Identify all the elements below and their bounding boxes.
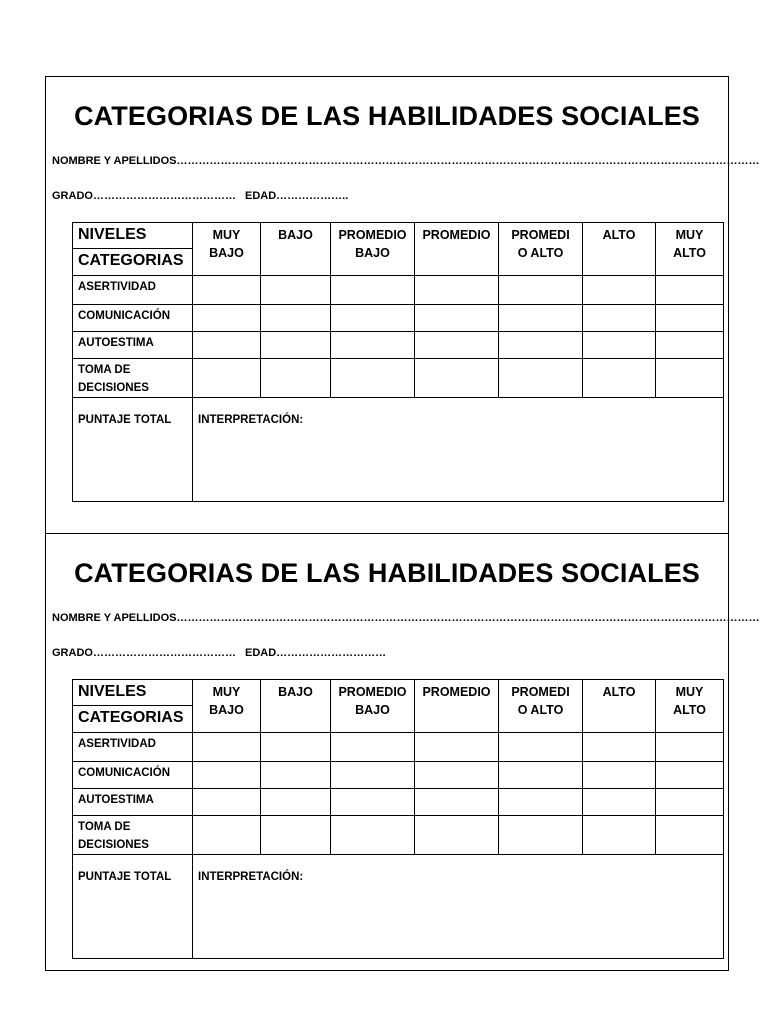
score-cell[interactable] [331, 789, 415, 816]
grade-field[interactable]: GRADO………………………………… [52, 647, 236, 659]
score-cell[interactable] [261, 359, 331, 398]
table-row [73, 762, 724, 789]
score-cell[interactable] [193, 733, 261, 762]
score-cell[interactable] [415, 733, 499, 762]
score-cell[interactable] [656, 305, 724, 332]
table-row [73, 789, 724, 816]
score-cell[interactable] [656, 733, 724, 762]
score-cell[interactable] [193, 762, 261, 789]
niveles-categorias-cell [73, 680, 193, 733]
grade-age-line [52, 190, 348, 202]
score-cell[interactable] [331, 816, 415, 855]
interpretation-label: INTERPRETACIÓN: [198, 414, 304, 426]
score-cell[interactable] [193, 332, 261, 359]
table-row [73, 305, 724, 332]
score-cell[interactable] [583, 789, 656, 816]
level-header-promedio: PROMEDIO [415, 223, 499, 276]
score-cell[interactable] [193, 359, 261, 398]
score-cell[interactable] [656, 789, 724, 816]
level-header-alto: ALTO [583, 223, 656, 276]
grade-field[interactable]: GRADO………………………………… [52, 190, 236, 202]
row-label-autoestima: AUTOESTIMA [73, 332, 193, 359]
score-cell[interactable] [583, 359, 656, 398]
grade-age-line [52, 647, 386, 659]
level-header-muy-bajo: MUY BAJO [193, 680, 261, 733]
total-row [73, 855, 724, 959]
level-header-muy-alto: MUY ALTO [656, 680, 724, 733]
row-label-comunicacion: COMUNICACIÓN [73, 305, 193, 332]
score-cell[interactable] [583, 305, 656, 332]
score-cell[interactable] [656, 276, 724, 305]
level-header-muy-bajo: MUY BAJO [193, 223, 261, 276]
score-cell[interactable] [499, 816, 583, 855]
niveles-label: NIVELES [73, 223, 192, 249]
score-cell[interactable] [193, 276, 261, 305]
level-header-promedio-bajo: PROMEDIO BAJO [331, 680, 415, 733]
score-cell[interactable] [583, 276, 656, 305]
score-cell[interactable] [415, 789, 499, 816]
form-1 [46, 77, 760, 534]
score-cell[interactable] [583, 762, 656, 789]
level-header-promedio: PROMEDIO [415, 680, 499, 733]
score-cell[interactable] [193, 789, 261, 816]
score-cell[interactable] [415, 305, 499, 332]
skills-table [72, 222, 724, 502]
score-cell[interactable] [261, 816, 331, 855]
row-label-autoestima: AUTOESTIMA [73, 789, 193, 816]
score-cell[interactable] [331, 305, 415, 332]
score-cell[interactable] [656, 762, 724, 789]
table-row [73, 816, 724, 855]
score-cell[interactable] [261, 276, 331, 305]
header-row [73, 223, 724, 276]
score-cell[interactable] [415, 816, 499, 855]
score-cell[interactable] [261, 762, 331, 789]
level-header-muy-alto: MUY ALTO [656, 223, 724, 276]
categorias-label: CATEGORIAS [78, 252, 184, 269]
score-cell[interactable] [499, 332, 583, 359]
skills-table [72, 679, 724, 959]
score-cell[interactable] [656, 332, 724, 359]
score-cell[interactable] [331, 332, 415, 359]
score-cell[interactable] [499, 789, 583, 816]
score-cell[interactable] [583, 816, 656, 855]
interpretation-field[interactable] [193, 398, 724, 502]
total-score-label: PUNTAJE TOTAL [73, 855, 193, 959]
interpretation-field[interactable] [193, 855, 724, 959]
score-cell[interactable] [193, 305, 261, 332]
level-header-bajo: BAJO [261, 680, 331, 733]
score-cell[interactable] [261, 789, 331, 816]
score-cell[interactable] [583, 332, 656, 359]
row-label-comunicacion: COMUNICACIÓN [73, 762, 193, 789]
form-2 [46, 534, 760, 970]
form-title: CATEGORIAS DE LAS HABILIDADES SOCIALES [74, 558, 700, 588]
total-score-label: PUNTAJE TOTAL [73, 398, 193, 502]
interpretation-label: INTERPRETACIÓN: [198, 871, 304, 883]
row-label-asertividad: ASERTIVIDAD [73, 276, 193, 305]
score-cell[interactable] [331, 733, 415, 762]
score-cell[interactable] [261, 332, 331, 359]
level-header-promedio-alto: PROMEDI O ALTO [499, 223, 583, 276]
score-cell[interactable] [415, 332, 499, 359]
level-header-alto: ALTO [583, 680, 656, 733]
table-row [73, 276, 724, 305]
score-cell[interactable] [415, 359, 499, 398]
age-field[interactable]: EDAD……………….. [245, 190, 349, 202]
score-cell[interactable] [499, 733, 583, 762]
score-cell[interactable] [261, 733, 331, 762]
score-cell[interactable] [583, 733, 656, 762]
header-row [73, 680, 724, 733]
score-cell[interactable] [499, 762, 583, 789]
score-cell[interactable] [331, 359, 415, 398]
row-label-toma-de-decisiones: TOMA DE DECISIONES [73, 816, 193, 855]
score-cell[interactable] [499, 359, 583, 398]
score-cell[interactable] [415, 762, 499, 789]
score-cell[interactable] [656, 359, 724, 398]
form-title: CATEGORIAS DE LAS HABILIDADES SOCIALES [74, 101, 700, 131]
level-header-promedio-bajo: PROMEDIO BAJO [331, 223, 415, 276]
score-cell[interactable] [415, 276, 499, 305]
table-row [73, 733, 724, 762]
level-header-bajo: BAJO [261, 223, 331, 276]
score-cell[interactable] [193, 816, 261, 855]
age-field[interactable]: EDAD………………………… [245, 647, 387, 659]
score-cell[interactable] [499, 305, 583, 332]
row-label-asertividad: ASERTIVIDAD [73, 733, 193, 762]
row-label-toma-de-decisiones: TOMA DE DECISIONES [73, 359, 193, 398]
page-frame [45, 76, 760, 971]
score-cell[interactable] [499, 276, 583, 305]
total-row [73, 398, 724, 502]
level-header-promedio-alto: PROMEDI O ALTO [499, 680, 583, 733]
niveles-label: NIVELES [73, 680, 192, 706]
categorias-label: CATEGORIAS [78, 709, 184, 726]
score-cell[interactable] [261, 305, 331, 332]
table-row [73, 332, 724, 359]
niveles-categorias-cell [73, 223, 193, 276]
name-field[interactable]: NOMBRE Y APELLIDOS…………………………………………………………………………………………………………………………………………… [52, 155, 760, 167]
table-row [73, 359, 724, 398]
score-cell[interactable] [656, 816, 724, 855]
name-field[interactable]: NOMBRE Y APELLIDOS…………………………………………………………………………………………………………………………………………… [52, 612, 760, 624]
score-cell[interactable] [331, 276, 415, 305]
score-cell[interactable] [331, 762, 415, 789]
